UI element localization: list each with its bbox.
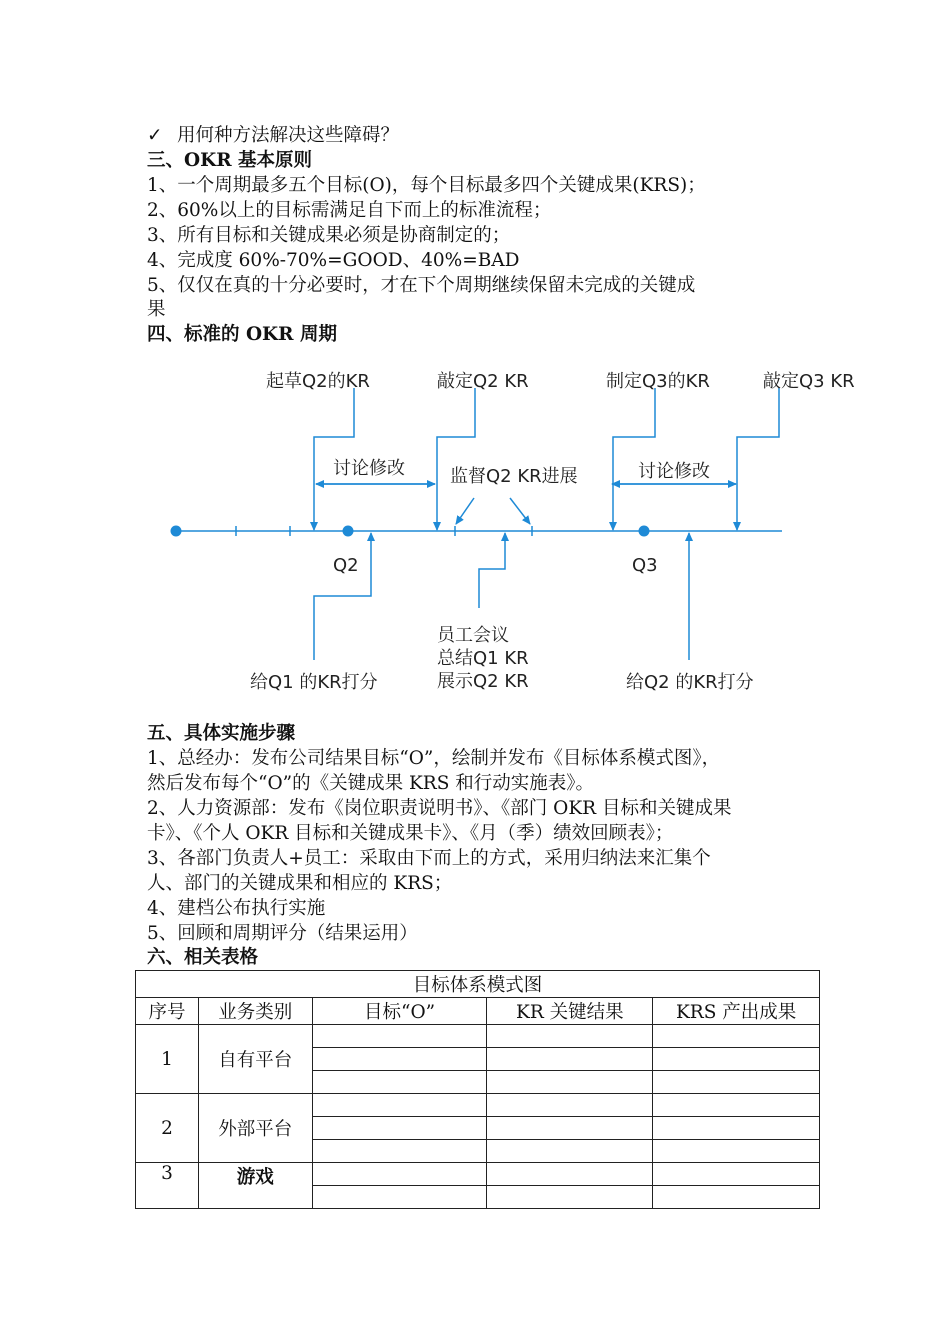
label-discuss-right: 讨论修改	[638, 461, 710, 482]
step-1-cont: 然后发布每个“O”的《关键成果 KRS 和行动实施表》。	[147, 773, 595, 794]
table-row	[136, 1163, 820, 1186]
row-category: 游戏	[198, 1163, 312, 1209]
label-q3: Q3	[632, 555, 658, 576]
row-no: 2	[136, 1094, 199, 1163]
section6-heading: 六、相关表格	[147, 947, 259, 968]
principle-5: 5、仅仅在真的十分必要时，才在下个周期继续保留未完成的关键成	[147, 275, 696, 296]
label-q2: Q2	[333, 555, 359, 576]
header-kr: KR 关键结果	[487, 998, 653, 1025]
step-2: 2、人力资源部：发布《岗位职责说明书》、《部门 OKR 目标和关键成果	[147, 798, 732, 819]
section4-heading: 四、标准的 OKR 周期	[147, 324, 337, 345]
label-score-q1: 给Q1 的KR打分	[250, 672, 378, 693]
table-row	[136, 1094, 820, 1117]
set-q3-arrow	[613, 388, 655, 530]
label-score-q2: 给Q2 的KR打分	[626, 672, 754, 693]
principle-4: 4、完成度 60%-70%=GOOD、40%=BAD	[147, 250, 520, 271]
row-category: 外部平台	[198, 1094, 312, 1163]
q2-dot	[343, 526, 354, 537]
principle-5-cont: 果	[147, 299, 166, 320]
label-meeting-3: 展示Q2 KR	[437, 671, 529, 692]
section3-heading: 三、OKR 基本原则	[147, 150, 313, 171]
row-no: 1	[136, 1025, 199, 1094]
step-1: 1、总经办：发布公司结果目标“O”，绘制并发布《目标体系模式图》，	[147, 748, 721, 769]
header-objective: 目标“O”	[312, 998, 487, 1025]
principle-2: 2、60%以上的目标需满足自下而上的标准流程；	[147, 200, 552, 221]
header-krs: KRS 产出成果	[653, 998, 820, 1025]
start-dot	[171, 526, 182, 537]
header-no: 序号	[136, 998, 199, 1025]
okr-cycle-diagram	[0, 355, 950, 705]
principle-1: 1、一个周期最多五个目标(O)，每个目标最多四个关键成果(KRS)；	[147, 175, 706, 196]
row-no: 3	[136, 1163, 199, 1209]
step-3-cont: 人、部门的关键成果和相应的 KRS；	[147, 873, 453, 894]
label-meeting-1: 员工会议	[437, 625, 509, 646]
label-meeting-2: 总结Q1 KR	[437, 648, 529, 669]
step-3: 3、各部门负责人+员工：采取由下而上的方式，采用归纳法来汇集个	[147, 848, 711, 869]
label-draft-q2: 起草Q2的KR	[266, 371, 370, 392]
finalize-q3-arrow	[737, 388, 779, 530]
table-title: 目标体系模式图	[136, 971, 820, 998]
principle-3: 3、所有目标和关键成果必须是协商制定的；	[147, 225, 511, 246]
label-set-q3: 制定Q3的KR	[606, 371, 710, 392]
row-category: 自有平台	[198, 1025, 312, 1094]
bullet-item: ✓ 用何种方法解决这些障碍？	[147, 125, 400, 146]
score-q1-arrow	[314, 533, 371, 660]
label-finalize-q3: 敲定Q3 KR	[763, 371, 855, 392]
checkmark-icon: ✓	[147, 125, 163, 146]
objective-system-table	[135, 970, 820, 1209]
label-discuss-left: 讨论修改	[333, 458, 405, 479]
q3-dot	[639, 526, 650, 537]
label-monitor: 监督Q2 KR进展	[450, 466, 578, 487]
section5-heading: 五、具体实施步骤	[147, 723, 296, 744]
label-finalize-q2: 敲定Q2 KR	[437, 371, 529, 392]
step-5: 5、回顾和周期评分（结果运用）	[147, 923, 418, 944]
meeting-arrow	[479, 533, 505, 608]
finalize-q2-arrow	[437, 388, 475, 530]
table-row	[136, 1025, 820, 1048]
step-2-cont: 卡》、《个人 OKR 目标和关键成果卡》、《月（季）绩效回顾表》；	[147, 823, 674, 844]
step-4: 4、建档公布执行实施	[147, 898, 326, 919]
header-category: 业务类别	[198, 998, 312, 1025]
